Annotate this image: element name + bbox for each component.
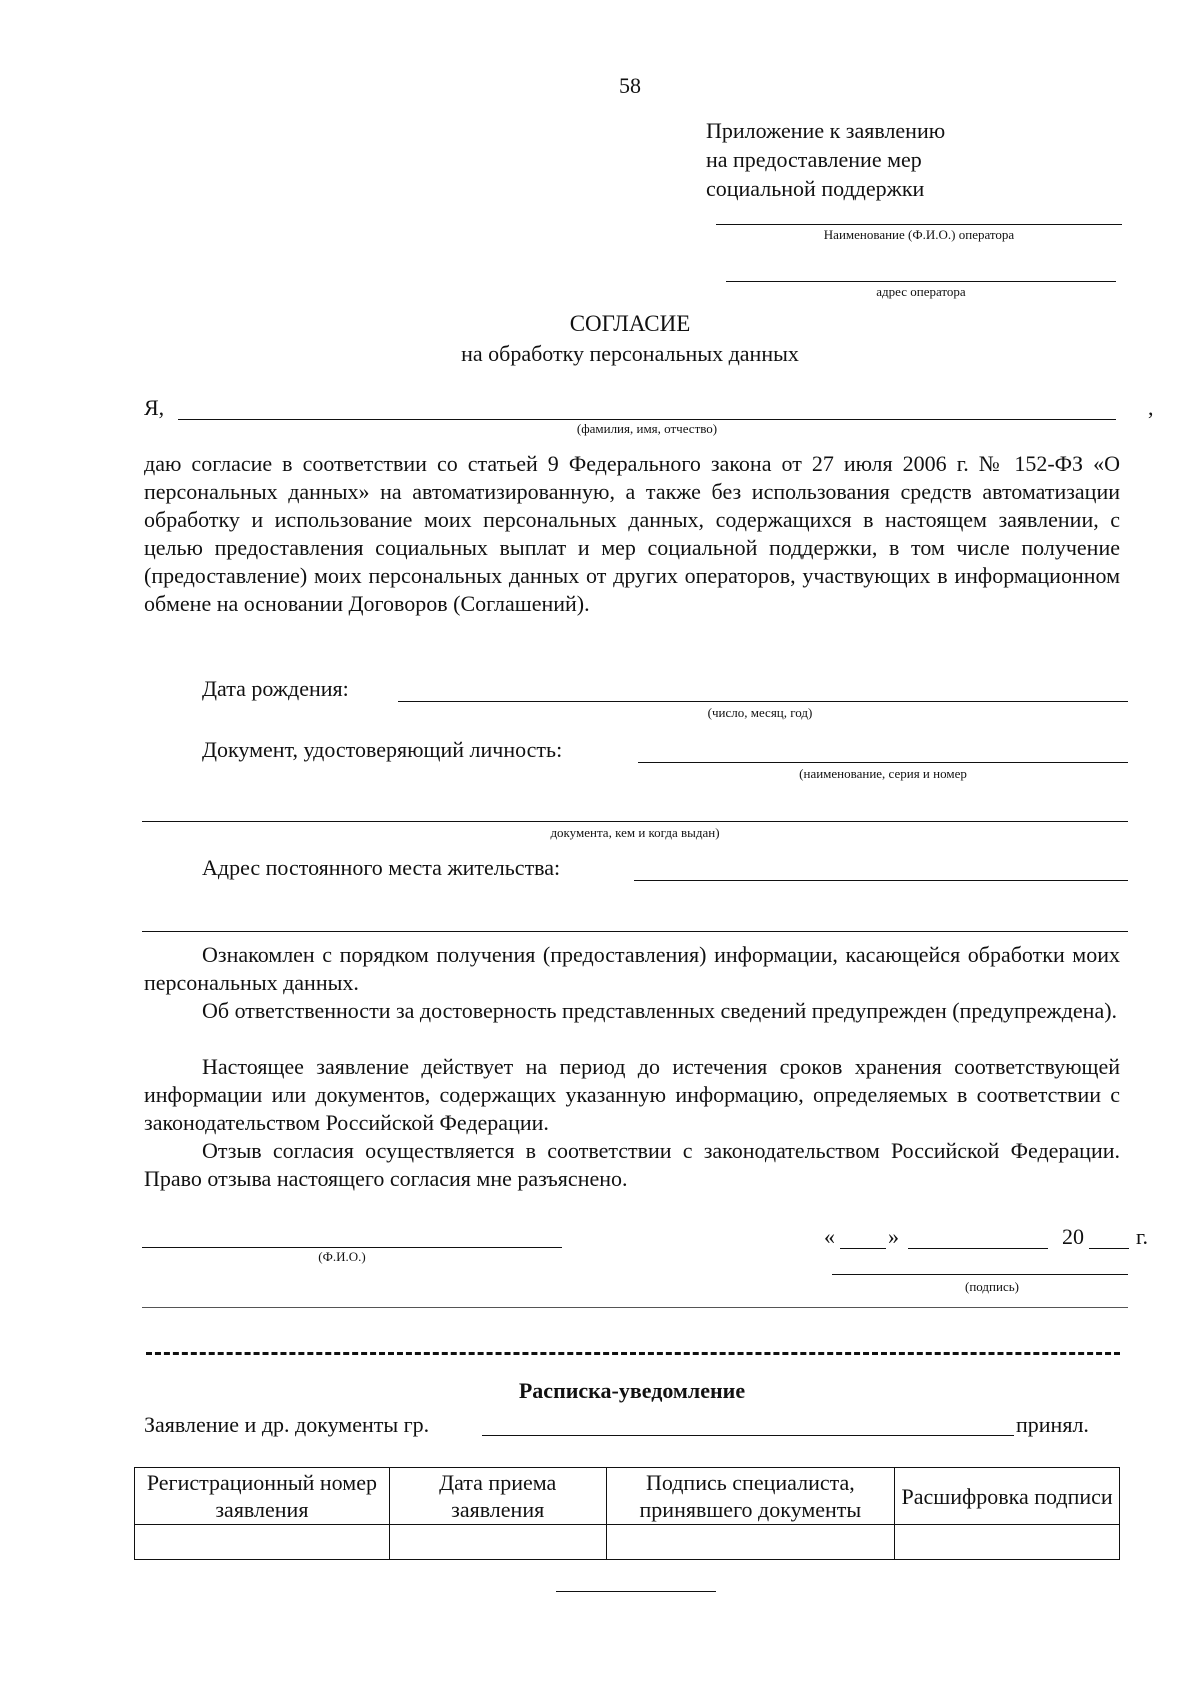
operator-address-caption: адрес оператора — [876, 284, 966, 299]
col-specialist-signature: Подпись специалиста, принявшего документы — [606, 1468, 895, 1525]
date-quote-close: » — [888, 1224, 899, 1249]
document-title: СОГЛАСИЕ — [569, 311, 691, 336]
receipt-accepted: принял. — [1016, 1412, 1089, 1437]
consent-text: даю согласие в соответствии со статьей 9 Федерального закона от 27 июля 2006 г. № 152-ФЗ «О персональных данных» на автоматизированную, а также без использования средств автоматизации обработку и использование моих персональных данных, содержащихся в настоящем заявлении, с целью предоставления социальных выплат и мер социальной поддержки, в том числе получение (предоставление) моих персональных данных от других операторов, участвующих в информационном обмене на основании Договоров (Соглашений). — [144, 451, 1120, 616]
receipt-name-line[interactable] — [482, 1435, 1014, 1436]
subject-caption: (фамилия, имя, отчество) — [576, 421, 718, 436]
cell-date-received[interactable] — [389, 1525, 606, 1560]
address-line[interactable] — [634, 880, 1128, 881]
subject-prefix: Я, — [144, 395, 165, 420]
date-year-line[interactable] — [1089, 1248, 1129, 1249]
subject-name-line[interactable] — [178, 419, 1116, 420]
date-day-line[interactable] — [840, 1248, 886, 1249]
table-header-row — [135, 1468, 1120, 1525]
identity-doc-line[interactable] — [638, 762, 1128, 763]
address-line-2[interactable] — [142, 931, 1128, 932]
footer-rule — [556, 1591, 716, 1592]
section-divider — [142, 1307, 1128, 1308]
date-quote-open: « — [824, 1224, 835, 1249]
receipt-title: Расписка-уведомление — [518, 1378, 746, 1403]
registration-table — [134, 1467, 1120, 1560]
identity-doc-line-2[interactable] — [142, 821, 1128, 822]
date-year-prefix: 20 — [1062, 1224, 1084, 1249]
fio-line[interactable] — [142, 1247, 562, 1248]
identity-doc-caption-2: документа, кем и когда выдан) — [550, 825, 720, 840]
operator-address-line[interactable] — [726, 281, 1116, 282]
receipt-text: Заявление и др. документы гр. — [144, 1412, 430, 1437]
appendix-header — [706, 116, 945, 203]
col-signature-decoding: Расшифровка подписи — [895, 1468, 1120, 1525]
identity-doc-caption-1: (наименование, серия и номер — [799, 766, 967, 781]
address-label: Адрес постоянного места жительства: — [202, 855, 561, 880]
cell-reg-number[interactable] — [135, 1525, 390, 1560]
paragraph-revocation: Отзыв согласия осуществляется в соответствии с законодательством Российской Федерации. Право отзыва настоящего согласия мне разъяснено. — [144, 1138, 1120, 1191]
identity-doc-label: Документ, удостоверяющий личность: — [202, 737, 563, 762]
appendix-line-3: социальной поддержки — [706, 176, 925, 201]
cell-specialist-signature[interactable] — [606, 1525, 895, 1560]
cell-signature-decoding[interactable] — [895, 1525, 1120, 1560]
appendix-line-1: Приложение к заявлению — [706, 118, 946, 143]
subject-suffix: , — [1148, 395, 1154, 420]
fio-caption: (Ф.И.О.) — [318, 1249, 366, 1264]
table-row — [135, 1525, 1120, 1560]
birth-date-label: Дата рождения: — [202, 676, 349, 701]
paragraph-responsibility: Об ответственности за достоверность представленных сведений предупрежден (предупреждена). — [202, 998, 1118, 1023]
operator-name-caption: Наименование (Ф.И.О.) оператора — [823, 227, 1015, 242]
paragraph-acquainted: Ознакомлен с порядком получения (предоставления) информации, касающейся обработки моих персональных данных. — [144, 942, 1120, 995]
col-reg-number: Регистрационный номер заявления — [135, 1468, 390, 1525]
signature-line[interactable] — [832, 1274, 1128, 1275]
signature-caption: (подпись) — [965, 1279, 1019, 1294]
birth-date-caption: (число, месяц, год) — [707, 705, 813, 720]
paragraph-validity: Настоящее заявление действует на период до истечения сроков хранения соответствующей информации или документов, содержащих указанную информацию, определяемых в соответствии с законодательством Российской Федерации. — [144, 1054, 1120, 1135]
birth-date-line[interactable] — [398, 701, 1128, 702]
date-month-line[interactable] — [908, 1248, 1048, 1249]
cut-line — [146, 1352, 1120, 1355]
page-number: 58 — [619, 73, 641, 98]
appendix-line-2: на предоставление мер — [706, 147, 922, 172]
col-date-received: Дата приема заявления — [389, 1468, 606, 1525]
date-year-suffix: г. — [1136, 1224, 1149, 1249]
document-subtitle: на обработку персональных данных — [461, 341, 799, 366]
operator-name-line[interactable] — [716, 224, 1122, 225]
